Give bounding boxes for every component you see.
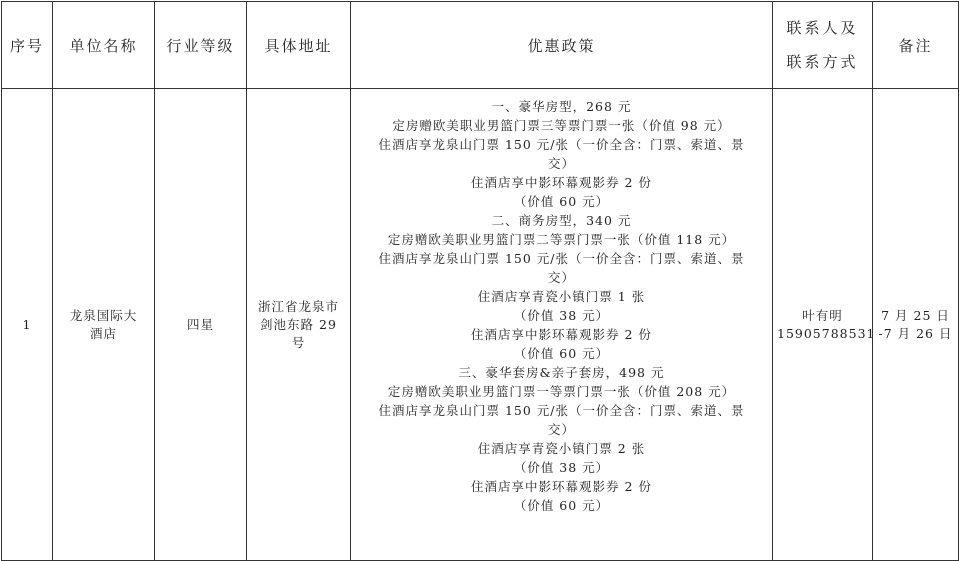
policy-line: （价值 60 元） (513, 498, 610, 513)
discount-policy-table (1, 1, 959, 561)
policy-line: 住酒店享中影环幕观影券 2 份 (471, 479, 652, 494)
policy-line: （价值 38 元） (513, 460, 610, 475)
policy-line: （价值 38 元） (513, 308, 610, 323)
cell-contact (773, 89, 876, 561)
cell-address (247, 89, 351, 561)
policy-line: 住酒店享青瓷小镇门票 1 张 (477, 289, 646, 304)
policy-line: （价值 60 元） (513, 194, 610, 209)
table-row (2, 89, 959, 561)
cell-unit-name (53, 89, 155, 561)
policy-line: 住酒店享中影环幕观影券 2 份 (471, 327, 652, 342)
policy-line: 三、豪华套房&亲子套房，498 元 (458, 365, 665, 380)
header-contact-line1: 联系人及 (786, 19, 859, 37)
cell-industry-level: 四星 (155, 89, 247, 561)
address-line1: 浙江省龙泉市 (257, 298, 339, 314)
policy-line: 二、商务房型，340 元 (491, 213, 632, 228)
policy-line: 住酒店享龙泉山门票 150 元/张（一价全含：门票、索道、景 (378, 251, 745, 266)
header-contact (773, 2, 873, 89)
header-contact-line2: 联系方式 (786, 53, 859, 71)
unit-name-line2: 酒店 (89, 325, 117, 341)
header-row (2, 2, 959, 89)
cell-index: 1 (2, 89, 53, 561)
policy-line: 住酒店享中影环幕观影券 2 份 (471, 175, 652, 190)
contact-name: 叶有明 (802, 307, 843, 323)
header-unit-name: 单位名称 (53, 2, 155, 89)
policy-line: 住酒店享青瓷小镇门票 2 张 (477, 441, 646, 456)
remarks-line2: -7 月 26 日 (878, 325, 953, 341)
policy-line: 一、豪华房型，268 元 (491, 99, 632, 114)
policy-line: （价值 60 元） (513, 346, 610, 361)
address-line2: 剑池东路 29 号 (260, 316, 337, 350)
header-remarks: 备注 (873, 2, 959, 89)
policy-line: 交） (547, 270, 575, 285)
policy-line: 定房赠欧美职业男篮门票三等票门票一张（价值 98 元） (392, 118, 731, 133)
header-index: 序号 (2, 2, 53, 89)
header-address: 具体地址 (247, 2, 351, 89)
remarks-line1: 7 月 25 日 (881, 307, 950, 323)
policy-line: 交） (547, 156, 575, 171)
unit-name-line1: 龙泉国际大 (69, 307, 138, 323)
header-industry-level: 行业等级 (155, 2, 247, 89)
cell-policy (351, 89, 773, 561)
policy-line: 定房赠欧美职业男篮门票二等票门票一张（价值 118 元） (387, 232, 736, 247)
policy-line: 住酒店享龙泉山门票 150 元/张（一价全含：门票、索道、景 (378, 403, 745, 418)
policy-line: 住酒店享龙泉山门票 150 元/张（一价全含：门票、索道、景 (378, 137, 745, 152)
policy-line: 交） (547, 422, 575, 437)
contact-phone: 15905788531 (777, 325, 876, 341)
header-policy: 优惠政策 (351, 2, 773, 89)
cell-remarks (873, 89, 959, 561)
policy-line: 定房赠欧美职业男篮门票一等票门票一张（价值 208 元） (387, 384, 736, 399)
